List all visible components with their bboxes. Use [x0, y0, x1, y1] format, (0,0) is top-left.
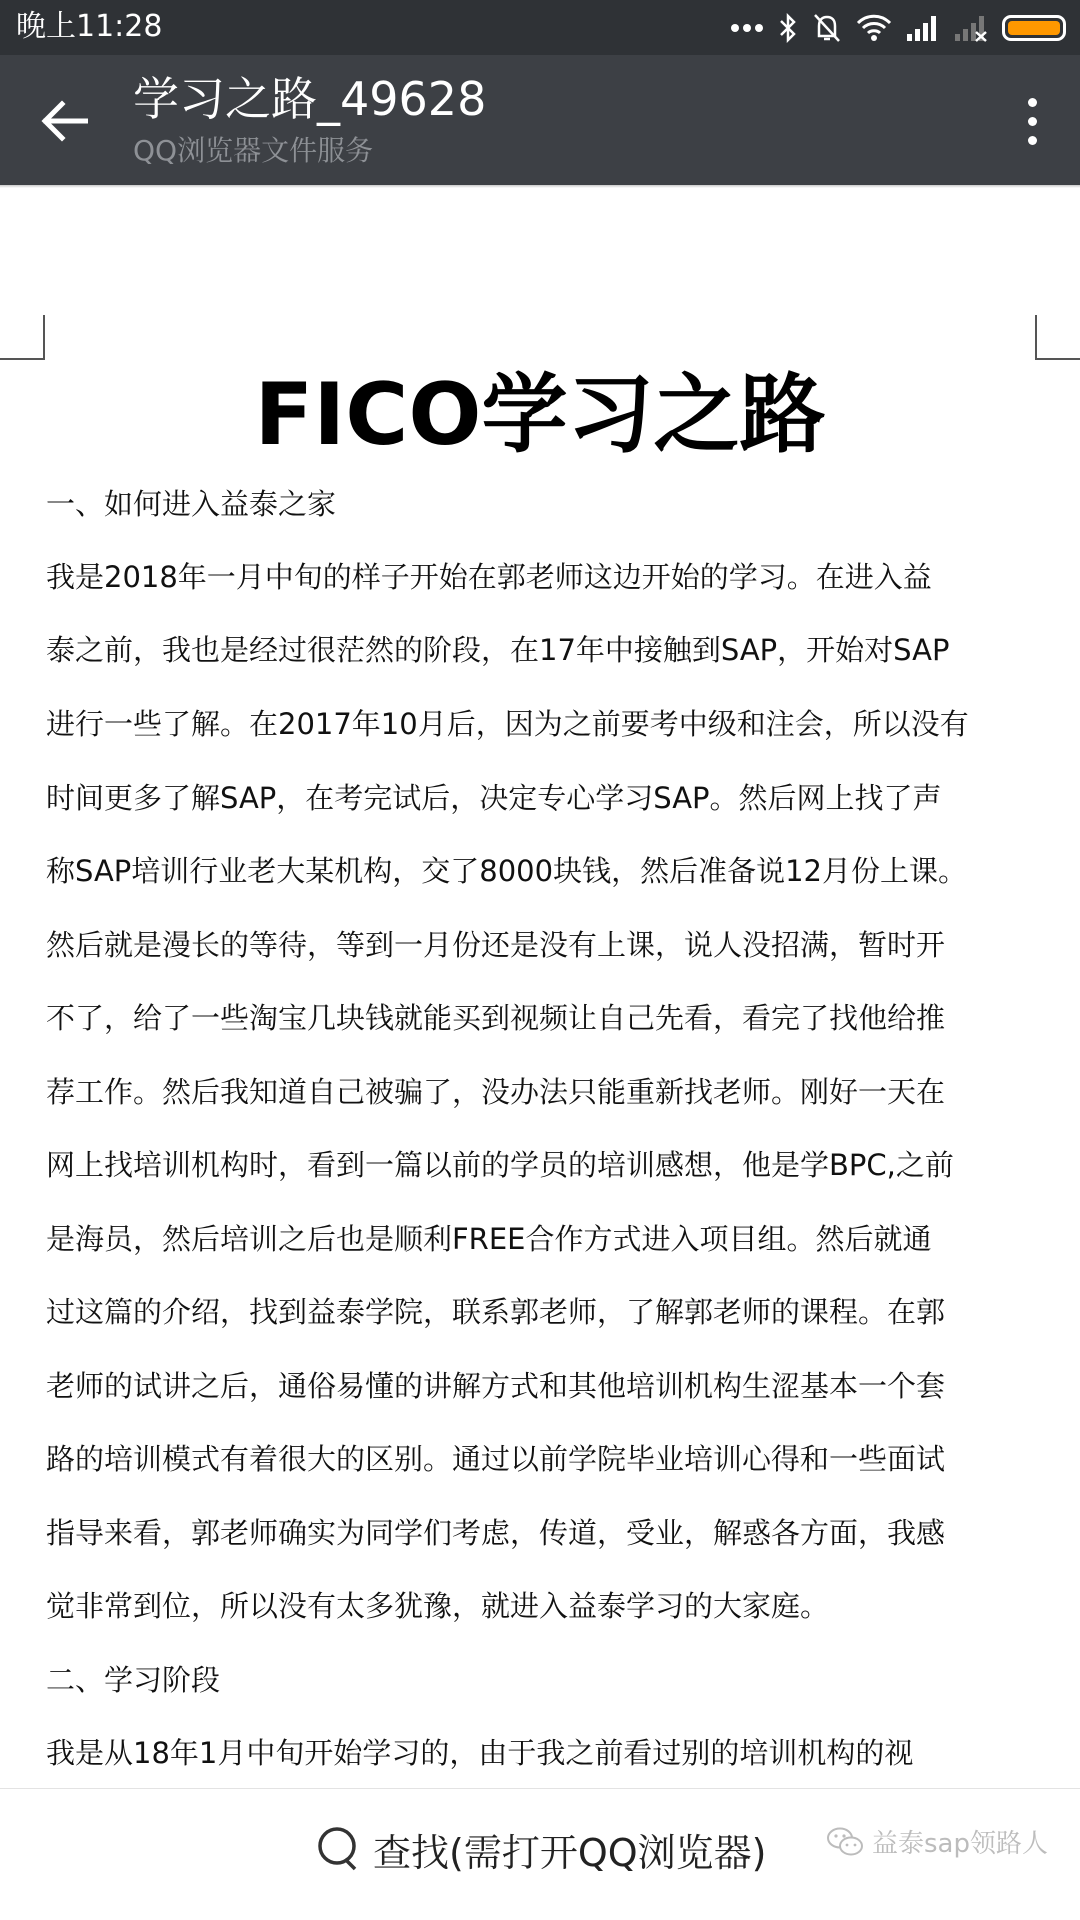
- battery-icon: [1002, 15, 1066, 41]
- battery-level: [1008, 21, 1060, 35]
- status-time: 晚上11:28: [16, 9, 163, 44]
- document-title: FICO学习之路: [254, 365, 826, 465]
- paragraph-line: 老师的试讲之后，通俗易懂的讲解方式和其他培训机构生涩基本一个套: [46, 1369, 946, 1403]
- bluetooth-icon: [778, 13, 798, 43]
- more-dots-icon: [730, 23, 764, 33]
- wechat-icon: [826, 1826, 864, 1858]
- section-heading: 二、学习阶段: [46, 1663, 221, 1697]
- toolbar-title: 学习之路_49628: [133, 72, 487, 126]
- more-options-button[interactable]: [1002, 83, 1062, 159]
- crop-mark-left: [0, 315, 45, 360]
- paragraph-line: 然后就是漫长的等待，等到一月份还是没有上课，说人没招满，暂时开: [46, 928, 946, 962]
- toolbar-subtitle: QQ浏览器文件服务: [133, 134, 374, 167]
- paragraph-line: 我是2018年一月中旬的样子开始在郭老师这边开始的学习。在进入益: [46, 560, 932, 594]
- paragraph-line: 我是从18年1月中旬开始学习的，由于我之前看过别的培训机构的视: [46, 1736, 914, 1770]
- status-bar: [0, 0, 1080, 55]
- find-button[interactable]: [315, 1819, 766, 1879]
- document-viewer[interactable]: [0, 188, 1080, 1788]
- search-icon: [315, 1825, 363, 1873]
- status-icons: [730, 0, 1066, 55]
- watermark-text: 益泰sap领路人: [872, 1829, 1048, 1859]
- paragraph-line: 觉非常到位，所以没有太多犹豫，就进入益泰学习的大家庭。: [46, 1589, 830, 1623]
- paragraph-line: 泰之前，我也是经过很茫然的阶段，在17年中接触到SAP，开始对SAP: [46, 633, 950, 667]
- paragraph-line: 过这篇的介绍，找到益泰学院，联系郭老师，了解郭老师的课程。在郭: [46, 1295, 946, 1329]
- back-button[interactable]: [28, 85, 100, 157]
- paragraph-line: 网上找培训机构时，看到一篇以前的学员的培训感想，他是学BPC,之前: [46, 1148, 954, 1182]
- paragraph-line: 时间更多了解SAP，在考完试后，决定专心学习SAP。然后网上找了声: [46, 781, 942, 815]
- signal-icon: [906, 14, 940, 42]
- find-label: 查找(需打开QQ浏览器): [373, 1830, 767, 1875]
- more-vert-icon: [1028, 98, 1037, 107]
- paragraph-line: 称SAP培训行业老大某机构，交了8000块钱，然后准备说12月份上课。: [46, 854, 967, 888]
- alarm-off-icon: [812, 12, 842, 44]
- bottom-bar: [0, 1788, 1080, 1920]
- section-heading: 一、如何进入益泰之家: [46, 487, 337, 521]
- paragraph-line: 指导来看，郭老师确实为同学们考虑，传道，受业，解惑各方面，我感: [46, 1516, 946, 1550]
- paragraph-line: 进行一些了解。在2017年10月后，因为之前要考中级和注会，所以没有: [46, 707, 969, 741]
- paragraph-line: 荐工作。然后我知道自己被骗了，没办法只能重新找老师。刚好一天在: [46, 1075, 946, 1109]
- toolbar: [0, 55, 1080, 185]
- back-arrow-icon: [40, 100, 88, 142]
- signal-none-icon: [954, 14, 988, 42]
- paragraph-line: 路的培训模式有着很大的区别。通过以前学院毕业培训心得和一些面试: [46, 1442, 946, 1476]
- wifi-icon: [856, 14, 892, 42]
- crop-mark-right: [1035, 315, 1080, 360]
- paragraph-line: 是海员，然后培训之后也是顺利FREE合作方式进入项目组。然后就通: [46, 1222, 932, 1256]
- watermark: [826, 1823, 1048, 1860]
- paragraph-line: 不了，给了一些淘宝几块钱就能买到视频让自己先看，看完了找他给推: [46, 1001, 946, 1035]
